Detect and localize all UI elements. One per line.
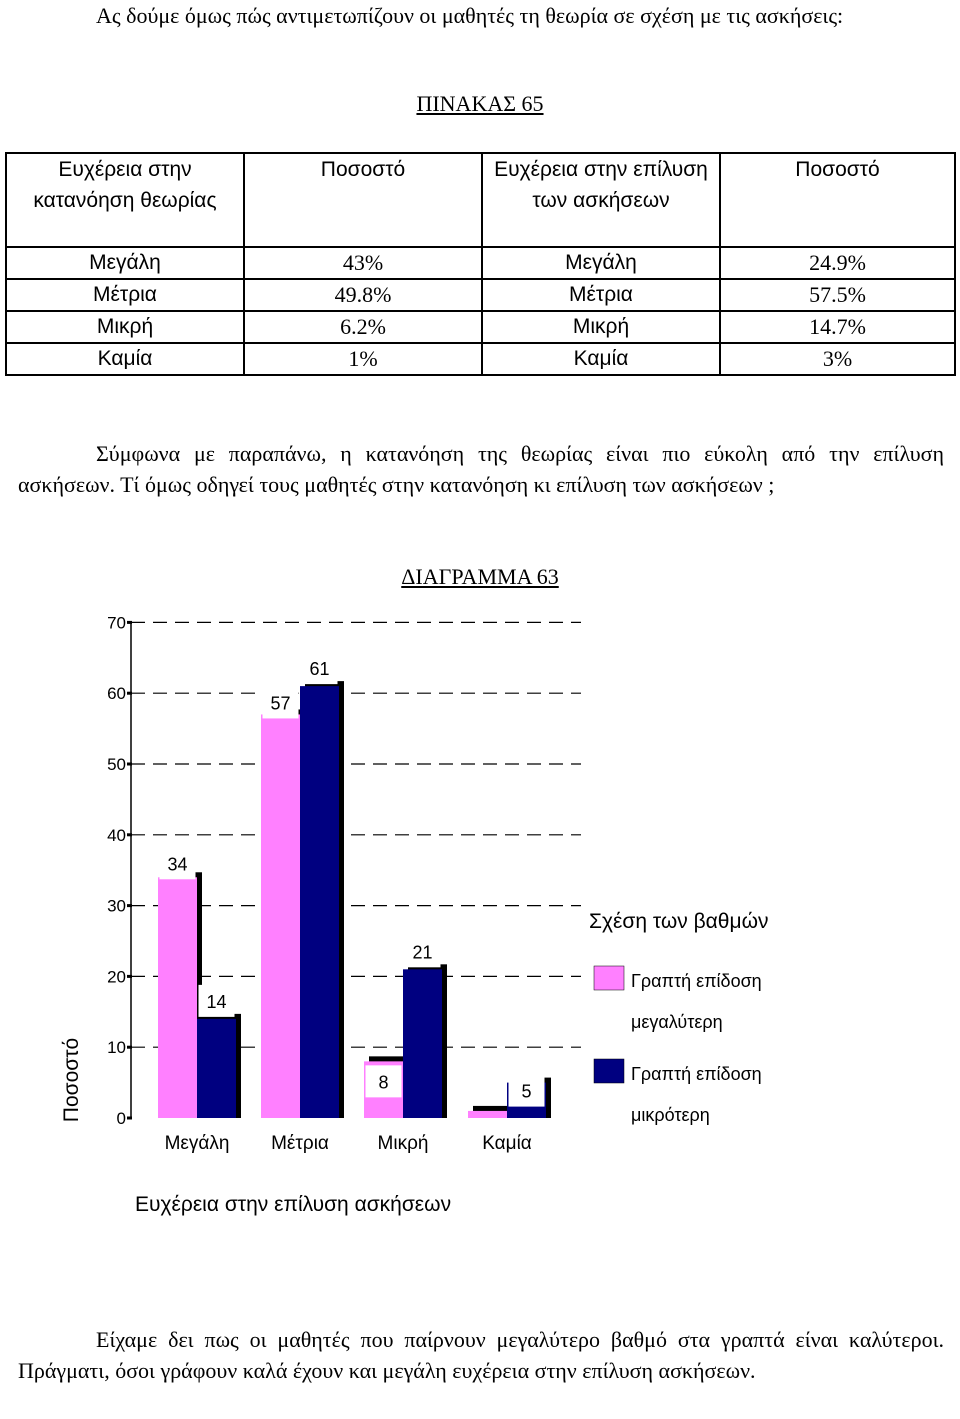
table-cell: Καμία	[6, 343, 244, 375]
table-header: Ποσοστό	[244, 153, 482, 247]
legend-label: μεγαλύτερη	[631, 1012, 723, 1032]
y-tick-label: 20	[107, 967, 126, 987]
y-tick-label: 40	[107, 825, 126, 845]
table-cell: Μεγάλη	[482, 247, 720, 279]
results-table	[5, 152, 956, 376]
table-cell: 14.7%	[720, 311, 955, 343]
data-label: 8	[378, 1072, 389, 1093]
data-label: 21	[412, 942, 433, 963]
bar	[468, 1111, 507, 1118]
table-cell: Μέτρια	[482, 279, 720, 311]
table-cell: 3%	[720, 343, 955, 375]
table-row	[6, 343, 955, 375]
legend-label: Γραπτή επίδοση	[631, 1064, 762, 1084]
table-cell: Μέτρια	[6, 279, 244, 311]
middle-text: Σύμφωνα με παραπάνω, η κατανόηση της θεωρίας είναι πιο εύκολη από την επίλυση ασκήσεων. Τί όμως οδηγεί τους μαθητές στην κατανόηση κι επίλυση των ασκήσεων ;	[18, 441, 944, 497]
table-cell: 1%	[244, 343, 482, 375]
intro-paragraph	[18, 0, 944, 31]
legend-swatch	[594, 1059, 624, 1083]
bar	[300, 686, 339, 1118]
data-label: 5	[521, 1081, 532, 1102]
table-cell: Καμία	[482, 343, 720, 375]
bar	[158, 877, 197, 1118]
y-tick-label: 70	[107, 613, 126, 633]
legend-label: Γραπτή επίδοση	[631, 971, 762, 991]
data-label: 57	[270, 693, 291, 714]
table-title: ΠΙΝΑΚΑΣ 65	[416, 91, 544, 116]
table-cell: Μεγάλη	[6, 247, 244, 279]
chart-title: ΔΙΑΓΡΑΜΜΑ 63	[401, 564, 559, 589]
table-header: Ποσοστό	[720, 153, 955, 247]
table-cell: 57.5%	[720, 279, 955, 311]
legend-title: Σχέση των βαθμών	[589, 910, 769, 933]
table-cell: Μικρή	[482, 311, 720, 343]
middle-paragraph	[18, 438, 944, 500]
y-tick-label: 30	[107, 896, 126, 916]
data-label: 61	[309, 659, 330, 680]
table-cell: 6.2%	[244, 311, 482, 343]
y-tick-label: 60	[107, 684, 126, 704]
table-header: Ευχέρεια στην κατανόηση θεωρίας	[6, 153, 244, 247]
table-cell: Μικρή	[6, 311, 244, 343]
intro-text: Ας δούμε όμως πώς αντιμετωπίζουν οι μαθητές τη θεωρία σε σχέση με τις ασκήσεις:	[96, 3, 844, 28]
x-axis-title: Ευχέρεια στην επίλυση ασκήσεων	[135, 1193, 452, 1216]
table-cell: 43%	[244, 247, 482, 279]
x-category-label: Μεγάλη	[164, 1133, 230, 1154]
table-header-row	[6, 153, 955, 247]
table-row	[6, 311, 955, 343]
x-category-label: Μικρή	[377, 1133, 429, 1154]
closing-text: Είχαμε δει πως οι μαθητές που παίρνουν μεγαλύτερο βαθμό στα γραπτά είναι καλύτεροι. Πράγματι, όσοι γράφουν καλά έχουν και μεγάλη ευχέρεια στην επίλυση ασκήσεων.	[18, 1327, 944, 1383]
table-header: Ευχέρεια στην επίλυση των ασκήσεων	[482, 153, 720, 247]
data-label: 34	[167, 854, 188, 875]
table-cell: 49.8%	[244, 279, 482, 311]
y-tick-label: 0	[116, 1109, 126, 1128]
x-category-label: Μέτρια	[271, 1133, 329, 1154]
y-tick-label: 50	[107, 755, 126, 774]
bar	[403, 969, 442, 1118]
y-axis-title: Ποσοστό	[60, 1037, 83, 1123]
x-category-label: Καμία	[482, 1133, 532, 1154]
data-label: 14	[206, 991, 227, 1012]
table-row	[6, 279, 955, 311]
legend-swatch	[594, 966, 624, 990]
bar-chart	[0, 600, 960, 1240]
table-cell: 24.9%	[720, 247, 955, 279]
bar	[261, 714, 300, 1118]
closing-paragraph	[18, 1324, 944, 1386]
legend-label: μικρότερη	[631, 1105, 710, 1125]
bar	[197, 1019, 236, 1118]
table-row	[6, 247, 955, 279]
y-tick-label: 10	[107, 1038, 126, 1058]
